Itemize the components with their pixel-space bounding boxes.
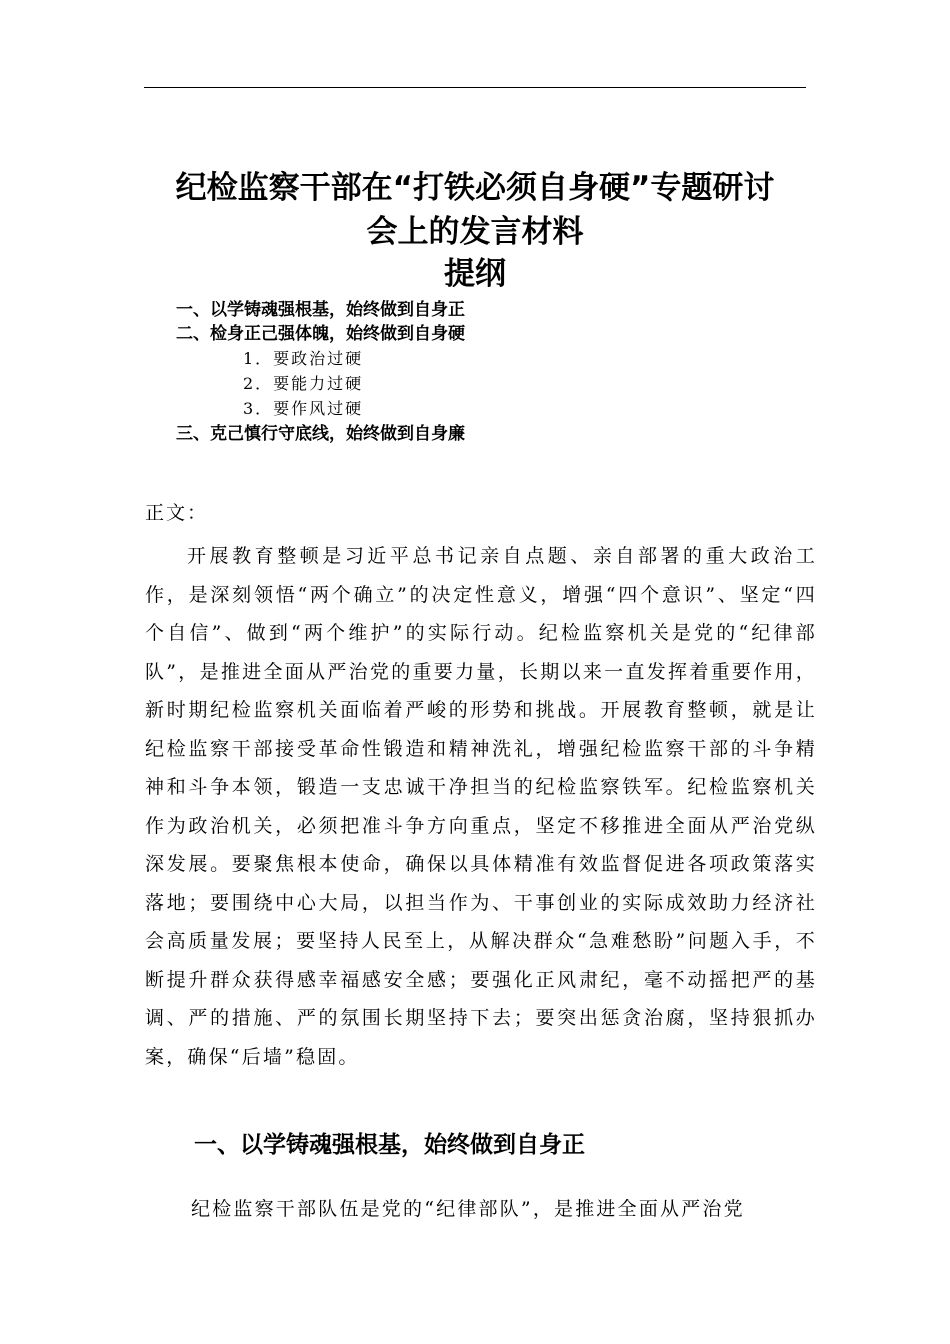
section-heading-1: 一、以学铸魂强根基，始终做到自身正	[194, 1132, 585, 1158]
body-label: 正文：	[145, 502, 209, 524]
document-title-line-1: 纪检监察干部在“打铁必须自身硬”专题研讨	[175, 170, 775, 206]
body-paragraph-1: 开展教育整顿是习近平总书记亲自点题、亲自部署的重大政治工作，是深刻领悟“两个确立”的决定性意义，增强“四个意识”、坚定“四个自信”、做到“两个维护”的实际行动。纪检监察机关是党的“纪律部队”，是推进全面从严治党的重要力量，长期以来一直发挥着重要作用，新时期纪检监察机关面临着严峻的形势和挑战。开展教育整顿，就是让纪检监察干部接受革命性锻造和精神洗礼，增强纪检监察干部的斗争精神和斗争本领，锻造一支忠诚干净担当的纪检监察铁军。纪检监察机关作为政治机关，必须把准斗争方向重点，坚定不移推进全面从严治党纵深发展。要聚焦根本使命，确保以具体精准有效监督促进各项政策落实落地；要围绕中心大局，以担当作为、干事创业的实际成效助力经济社会高质量发展；要坚持人民至上，从解决群众“急难愁盼”问题入手，不断提升群众获得感幸福感安全感；要强化正风肃纪，毫不动摇把严的基调、严的措施、严的氛围长期坚持下去；要突出惩贪治腐，坚持狠抓办案，确保“后墙”稳固。	[145, 545, 817, 1068]
outline-item-3: 三、克己慎行守底线，始终做到自身廉	[176, 424, 465, 444]
body-paragraph-2: 纪检监察干部队伍是党的“纪律部队”，是推进全面从严治党	[191, 1198, 745, 1220]
outline-item-1: 一、以学铸魂强根基，始终做到自身正	[176, 300, 465, 320]
outline-item-2: 二、检身正己强体魄，始终做到自身硬	[176, 324, 465, 344]
outline-subitem-3: 3．要作风过硬	[243, 399, 364, 418]
document-title-line-2: 会上的发言材料	[366, 214, 584, 250]
outline-heading: 提纲	[444, 256, 506, 292]
header-rule	[144, 87, 806, 88]
outline-subitem-1: 1．要政治过硬	[243, 349, 364, 368]
outline-subitem-2: 2．要能力过硬	[243, 374, 364, 393]
